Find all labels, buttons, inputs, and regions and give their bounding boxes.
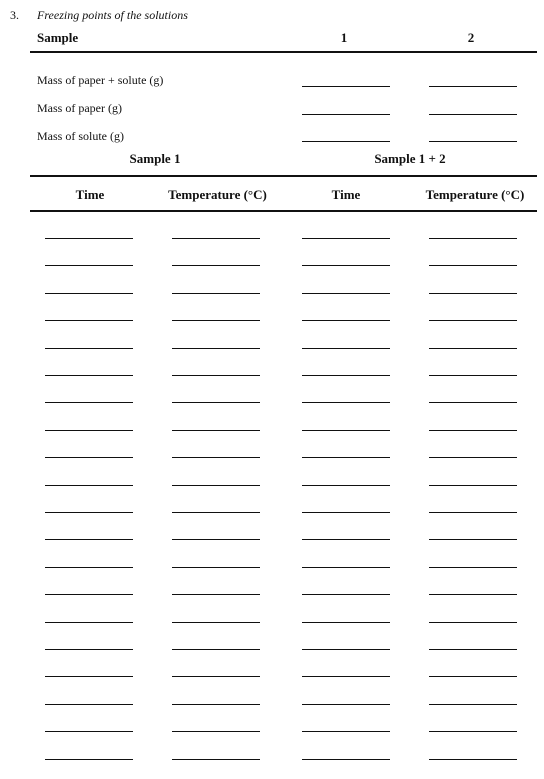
column-header-temperature-1: Temperature (°C) <box>168 187 267 202</box>
time-blank-1 <box>45 622 133 623</box>
mass-table-header-rule <box>30 51 537 53</box>
temperature-blank-1 <box>172 676 260 677</box>
temperature-blank-1 <box>172 375 260 376</box>
time-blank-1 <box>45 430 133 431</box>
column-header-temperature-2: Temperature (°C) <box>425 187 525 202</box>
mass-table-header-col1: 1 <box>340 30 348 45</box>
time-blank-2 <box>302 402 390 403</box>
temperature-blank-2 <box>429 320 517 321</box>
temperature-blank-1 <box>172 594 260 595</box>
mass-table-header-sample: Sample <box>37 30 79 45</box>
question-number: 3. <box>10 8 19 22</box>
temperature-blank-2 <box>429 457 517 458</box>
temperature-blank-2 <box>429 512 517 513</box>
temperature-blank-2 <box>429 348 517 349</box>
temperature-blank-1 <box>172 622 260 623</box>
temperature-blank-1 <box>172 512 260 513</box>
temperature-blank-2 <box>429 539 517 540</box>
temperature-blank-2 <box>429 402 517 403</box>
mass-row-label: Mass of paper (g) <box>37 101 122 115</box>
time-blank-1 <box>45 731 133 732</box>
group-header-sample-1: Sample 1 <box>129 151 181 166</box>
temperature-blank-2 <box>429 759 517 760</box>
time-blank-1 <box>45 512 133 513</box>
mass-table-header-col2: 2 <box>467 30 475 45</box>
time-blank-1 <box>45 649 133 650</box>
column-header-time-1: Time <box>75 187 105 202</box>
time-blank-1 <box>45 402 133 403</box>
time-blank-1 <box>45 293 133 294</box>
temperature-blank-2 <box>429 375 517 376</box>
time-blank-1 <box>45 567 133 568</box>
temperature-blank-1 <box>172 238 260 239</box>
temperature-blank-2 <box>429 485 517 486</box>
temperature-blank-2 <box>429 676 517 677</box>
temperature-blank-2 <box>429 649 517 650</box>
time-blank-2 <box>302 348 390 349</box>
time-blank-2 <box>302 622 390 623</box>
time-blank-2 <box>302 375 390 376</box>
time-blank-1 <box>45 594 133 595</box>
time-blank-2 <box>302 704 390 705</box>
time-blank-2 <box>302 485 390 486</box>
temperature-blank-1 <box>172 265 260 266</box>
temperature-blank-2 <box>429 567 517 568</box>
temperature-blank-1 <box>172 348 260 349</box>
temperature-blank-2 <box>429 265 517 266</box>
time-blank-2 <box>302 759 390 760</box>
freezing-table-header-rule <box>30 210 537 212</box>
time-blank-1 <box>45 676 133 677</box>
time-blank-2 <box>302 457 390 458</box>
column-header-time-2: Time <box>331 187 361 202</box>
time-blank-2 <box>302 649 390 650</box>
time-blank-2 <box>302 594 390 595</box>
time-blank-2 <box>302 676 390 677</box>
mass-blank-sample-2 <box>429 114 517 115</box>
time-blank-2 <box>302 567 390 568</box>
temperature-blank-1 <box>172 649 260 650</box>
time-blank-1 <box>45 348 133 349</box>
time-blank-1 <box>45 704 133 705</box>
time-blank-2 <box>302 265 390 266</box>
time-blank-2 <box>302 430 390 431</box>
temperature-blank-2 <box>429 238 517 239</box>
mass-blank-sample-1 <box>302 86 390 87</box>
temperature-blank-1 <box>172 430 260 431</box>
mass-blank-sample-2 <box>429 86 517 87</box>
temperature-blank-2 <box>429 704 517 705</box>
temperature-blank-1 <box>172 539 260 540</box>
temperature-blank-1 <box>172 402 260 403</box>
mass-blank-sample-1 <box>302 141 390 142</box>
mass-blank-sample-2 <box>429 141 517 142</box>
question-title: Freezing points of the solutions <box>37 8 188 22</box>
temperature-blank-1 <box>172 320 260 321</box>
time-blank-1 <box>45 238 133 239</box>
time-blank-2 <box>302 539 390 540</box>
temperature-blank-1 <box>172 731 260 732</box>
time-blank-2 <box>302 320 390 321</box>
mass-row-label: Mass of solute (g) <box>37 129 124 143</box>
time-blank-1 <box>45 265 133 266</box>
temperature-blank-2 <box>429 731 517 732</box>
time-blank-2 <box>302 512 390 513</box>
time-blank-1 <box>45 457 133 458</box>
temperature-blank-2 <box>429 594 517 595</box>
time-blank-2 <box>302 731 390 732</box>
temperature-blank-1 <box>172 759 260 760</box>
mass-blank-sample-1 <box>302 114 390 115</box>
mass-row-label: Mass of paper + solute (g) <box>37 73 164 87</box>
time-blank-1 <box>45 539 133 540</box>
freezing-table-top-rule <box>30 175 537 177</box>
time-blank-2 <box>302 238 390 239</box>
group-header-sample-1-2: Sample 1 + 2 <box>374 151 446 166</box>
time-blank-1 <box>45 485 133 486</box>
temperature-blank-2 <box>429 293 517 294</box>
temperature-blank-1 <box>172 704 260 705</box>
time-blank-1 <box>45 320 133 321</box>
time-blank-1 <box>45 375 133 376</box>
temperature-blank-1 <box>172 457 260 458</box>
temperature-blank-2 <box>429 430 517 431</box>
temperature-blank-1 <box>172 567 260 568</box>
temperature-blank-2 <box>429 622 517 623</box>
temperature-blank-1 <box>172 485 260 486</box>
temperature-blank-1 <box>172 293 260 294</box>
time-blank-2 <box>302 293 390 294</box>
time-blank-1 <box>45 759 133 760</box>
